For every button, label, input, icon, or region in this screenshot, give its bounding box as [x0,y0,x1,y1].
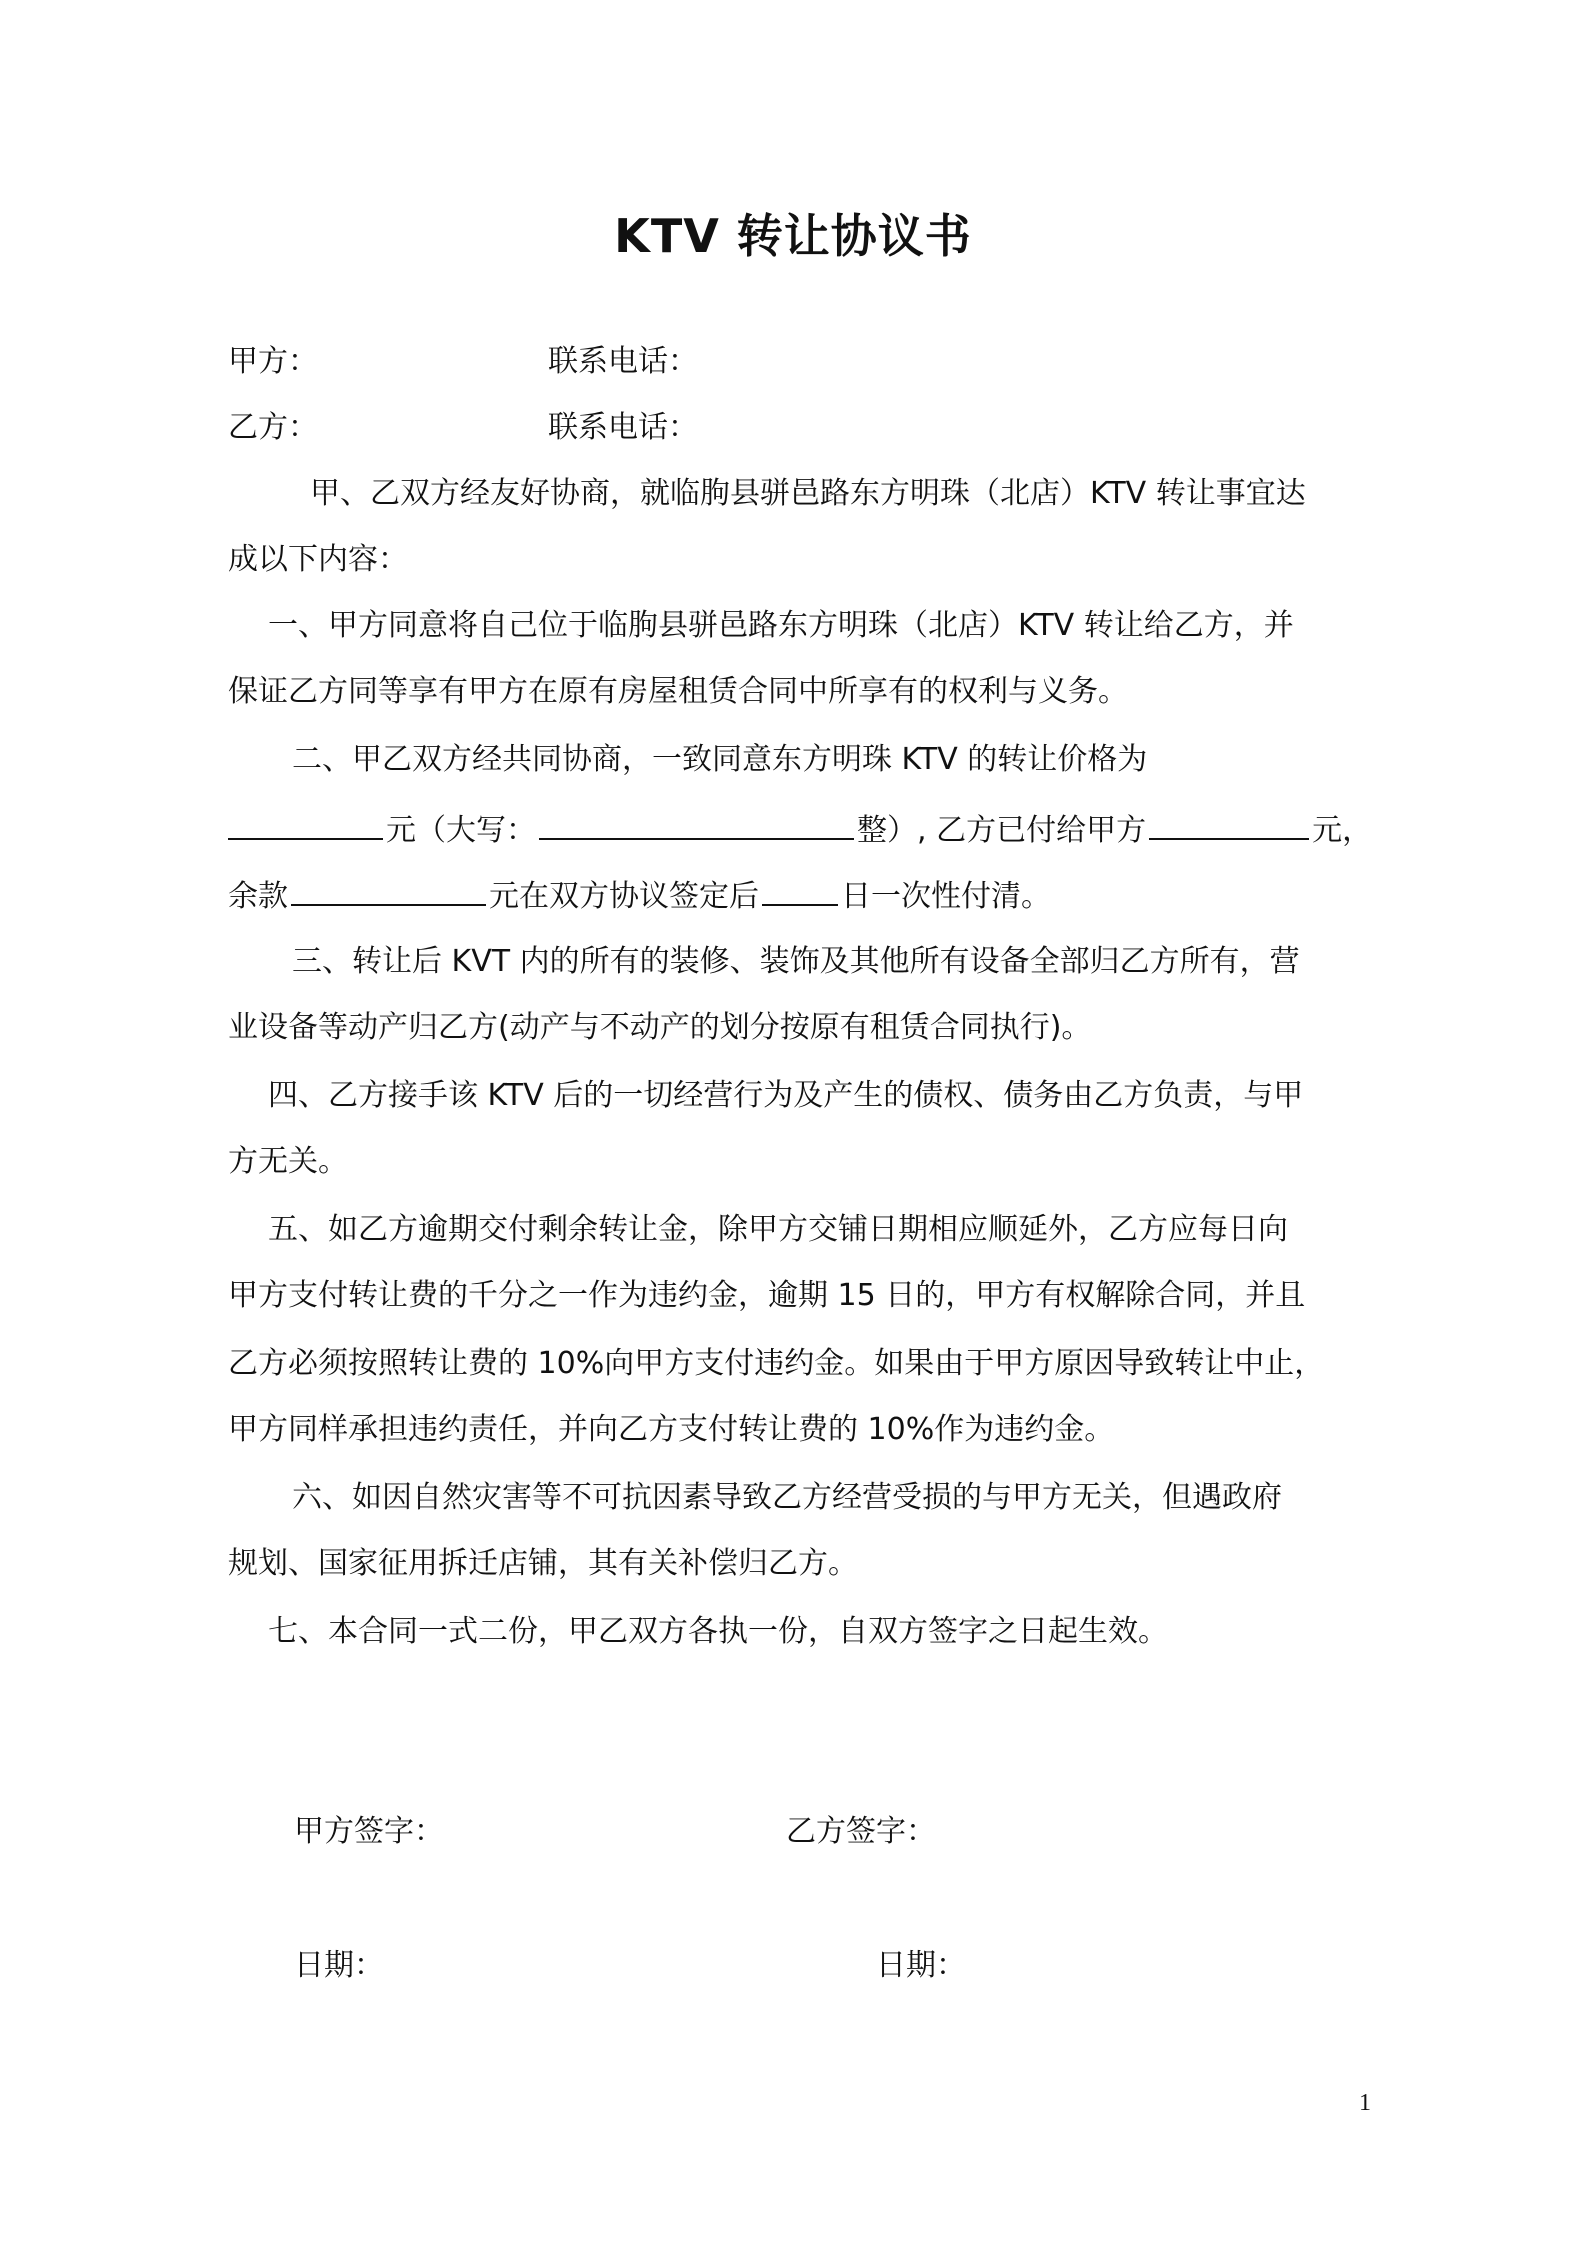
pay-off-text: 日一次性付清。 [841,879,1051,914]
clause-4-line-1: 四、乙方接手该 KTV 后的一切经营行为及产生的债权、债务由乙方负责，与甲 [268,1078,1304,1113]
clause-2-line-3 [228,874,1368,917]
clause-1-line-1: 一、甲方同意将自己位于临朐县骈邑路东方明珠（北店）KTV 转让给乙方，并 [268,608,1294,643]
clause-7-line-1: 七、本合同一式二份，甲乙双方各执一份，自双方签字之日起生效。 [268,1614,1168,1649]
balance-blank [291,874,486,906]
party-b-phone-label: 联系电话： [548,410,698,445]
clause-6-line-2: 规划、国家征用拆迁店铺，其有关补偿归乙方。 [228,1546,858,1581]
party-a-label: 甲方： [228,344,318,379]
party-b-label: 乙方： [228,410,318,445]
clause-4-line-2: 方无关。 [228,1144,348,1179]
clause-5-line-4: 甲方同样承担违约责任，并向乙方支付转让费的 10%作为违约金。 [228,1412,1115,1447]
party-a-date-label: 日期： [294,1948,384,1983]
yuan-end-text: 元， [1312,813,1373,848]
days-blank [762,874,838,906]
clause-2-line-1: 二、甲乙双方经共同协商，一致同意东方明珠 KTV 的转让价格为 [292,742,1148,777]
clause-5-line-2: 甲方支付转让费的千分之一作为违约金，逾期 15 日的，甲方有权解除合同，并且 [228,1278,1306,1313]
zheng-text: 整）, 乙方已付给甲方 [857,813,1147,848]
party-a-line [228,342,1368,382]
party-b-date-label: 日期： [876,1948,966,1983]
balance-text: 余款 [228,879,288,914]
price-blank [228,808,383,840]
clause-5-line-3: 乙方必须按照转让费的 10%向甲方支付违约金。如果由于甲方原因导致转让中止， [228,1346,1325,1381]
clause-5-line-1: 五、如乙方逾期交付剩余转让金，除甲方交铺日期相应顺延外，乙方应每日向 [268,1212,1288,1247]
clause-2-line-2 [228,808,1373,851]
clause-3-line-2: 业设备等动产归乙方(动产与不动产的划分按原有租赁合同执行)。 [228,1010,1092,1045]
party-b-line [228,408,1368,448]
page-number: 1 [1359,2090,1371,2116]
document-title: KTV 转让协议书 [614,209,972,263]
party-b-signature-label: 乙方签字： [786,1814,936,1849]
clause-3-line-1: 三、转让后 KVT 内的所有的装修、装饰及其他所有设备全部归乙方所有，营 [292,944,1300,979]
intro-line-1: 甲、乙双方经友好协商，就临朐县骈邑路东方明珠（北店）KTV 转让事宜达 [310,476,1306,511]
clause-6-line-1: 六、如因自然灾害等不可抗因素导致乙方经营受损的与甲方无关，但遇政府 [292,1480,1282,1515]
after-sign-text: 元在双方协议签定后 [489,879,759,914]
paid-amount-blank [1149,808,1309,840]
price-uppercase-blank [539,808,854,840]
party-a-phone-label: 联系电话： [548,344,698,379]
intro-line-2: 成以下内容： [228,542,408,577]
clause-1-line-2: 保证乙方同等享有甲方在原有房屋租赁合同中所享有的权利与义务。 [228,674,1128,709]
yuan-text: 元（大写： [386,813,536,848]
party-a-signature-label: 甲方签字： [294,1814,444,1849]
